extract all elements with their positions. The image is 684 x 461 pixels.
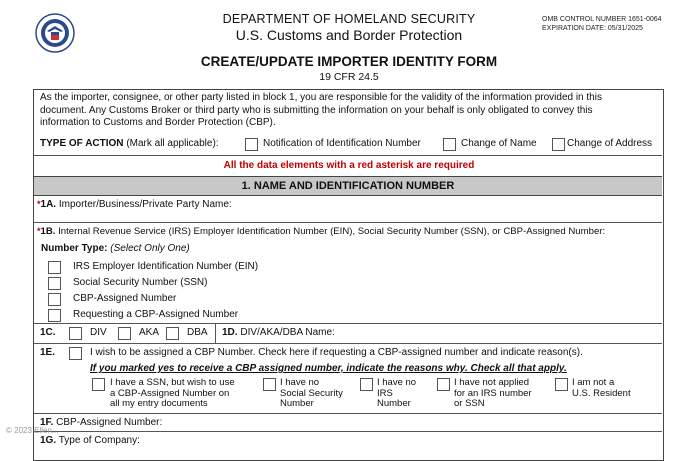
field-1d[interactable] xyxy=(222,327,335,338)
divider xyxy=(34,222,662,223)
divider xyxy=(34,343,662,344)
field-1g[interactable] xyxy=(40,435,140,446)
cbp-number-label: CBP-Assigned Number xyxy=(73,293,177,304)
reason-not-applied-line-1: I have not applied xyxy=(454,377,530,388)
required-asterisk: * xyxy=(37,199,41,209)
change-address-label: Change of Address xyxy=(567,138,653,149)
change-name-label: Change of Name xyxy=(461,138,537,149)
reason-no-ssn-line-2: Social Security xyxy=(280,387,343,399)
dba-checkbox[interactable] xyxy=(166,327,179,340)
type-of-action-label xyxy=(40,138,219,149)
request-cbp-label: Requesting a CBP-Assigned Number xyxy=(73,309,239,320)
aka-label: AKA xyxy=(139,327,160,338)
field-1a[interactable] xyxy=(37,199,232,210)
field-1b-number: 1B. xyxy=(40,226,56,237)
reason-not-resident-line-2: U.S. Resident xyxy=(572,387,631,399)
expiration-date: EXPIRATION DATE: 05/31/2025 xyxy=(542,25,643,32)
department-name: DEPARTMENT OF HOMELAND SECURITY xyxy=(222,12,476,26)
field-1a-number: 1A. xyxy=(40,199,57,210)
field-1g-number: 1G. xyxy=(40,435,57,446)
agency-name: U.S. Customs and Border Protection xyxy=(235,27,463,43)
field-1d-label: DIV/AKA/DBA Name: xyxy=(240,327,335,338)
div-label: DIV xyxy=(90,327,107,338)
reason-no-irs-checkbox[interactable] xyxy=(360,378,373,391)
ein-label: IRS Employer Identification Number (EIN) xyxy=(73,261,259,272)
divider xyxy=(34,431,662,432)
reason-no-ssn-line-1: I have no xyxy=(280,377,320,388)
field-1e-label: I wish to be assigned a CBP Number. Check here if requesting a CBP-assigned number and indicate reason(s). xyxy=(90,347,583,358)
reason-not-applied-checkbox[interactable] xyxy=(437,378,450,391)
field-1a-label: Importer/Business/Private Party Name: xyxy=(58,199,232,210)
field-1d-number: 1D. xyxy=(222,327,238,338)
change-address-checkbox[interactable] xyxy=(552,138,565,151)
cbp-number-checkbox[interactable] xyxy=(48,293,61,306)
reasons-instruction: If you marked yes to receive a CBP assigned number, indicate the reasons why. Check all that apply. xyxy=(90,363,567,374)
field-1c-number: 1C. xyxy=(40,327,56,338)
reason-no-irs-label xyxy=(377,378,416,410)
change-name-checkbox[interactable] xyxy=(443,138,456,151)
form-title: CREATE/UPDATE IMPORTER IDENTITY FORM xyxy=(200,54,498,69)
reason-no-irs-line-1: I have no xyxy=(377,377,417,388)
request-cbp-checkbox[interactable] xyxy=(48,309,61,322)
reason-not-resident-line-1: I am not a xyxy=(572,377,615,388)
intro-text: As the importer, consignee, or other party listed in block 1, you are responsible for the validity of the information provided in this document. Any Customs Broker or third party who is submitting the information on your behalf is only obligated to convey this information to Customs and Border Protection (CBP). xyxy=(40,92,602,128)
field-1e-number: 1E. xyxy=(40,347,56,358)
request-cbp-number-checkbox[interactable] xyxy=(69,347,82,360)
reason-not-applied-line-2: for an IRS number xyxy=(454,387,532,399)
reason-no-irs-line-3: Number xyxy=(377,398,411,409)
reason-no-ssn-checkbox[interactable] xyxy=(263,378,276,391)
type-of-action-hint: (Mark all applicable): xyxy=(126,138,219,149)
reason-ssn-line-1: I have a SSN, but wish to use xyxy=(110,377,235,388)
required-asterisk: * xyxy=(37,226,41,236)
ssn-checkbox[interactable] xyxy=(48,277,61,290)
reason-ssn-line-2: a CBP-Assigned Number on xyxy=(110,387,230,399)
notification-checkbox[interactable] xyxy=(245,138,258,151)
number-type-label xyxy=(41,243,190,254)
div-checkbox[interactable] xyxy=(69,327,82,340)
reason-no-ssn-line-3: Number xyxy=(280,398,314,409)
reason-not-applied-line-3: or SSN xyxy=(454,398,485,409)
divider xyxy=(34,323,662,324)
type-of-action-title: TYPE OF ACTION xyxy=(40,138,124,149)
reason-ssn-line-3: all my entry documents xyxy=(110,398,208,409)
field-1g-label: Type of Company: xyxy=(58,435,140,446)
ein-checkbox[interactable] xyxy=(48,261,61,274)
reason-ssn-label xyxy=(110,378,235,410)
divider xyxy=(34,413,662,414)
reason-ssn-checkbox[interactable] xyxy=(92,378,105,391)
omb-info xyxy=(542,15,662,33)
reason-no-ssn-label xyxy=(280,378,343,410)
aka-checkbox[interactable] xyxy=(118,327,131,340)
reason-not-resident-label xyxy=(572,378,631,399)
dba-label: DBA xyxy=(187,327,208,338)
number-type-hint: (Select Only One) xyxy=(110,243,190,254)
ssn-label: Social Security Number (SSN) xyxy=(73,277,208,288)
required-note: All the data elements with a red asterisk are required xyxy=(223,160,475,171)
field-1f-label: CBP-Assigned Number: xyxy=(56,417,163,428)
notification-label: Notification of Identification Number xyxy=(263,138,421,149)
field-1b-label: Internal Revenue Service (IRS) Employer Identification Number (EIN), Social Security Number (SSN), or CBP-Assigned Number: xyxy=(58,226,606,237)
field-1b xyxy=(37,226,605,237)
omb-control-number: OMB CONTROL NUMBER 1651-0064 xyxy=(542,16,662,23)
reason-not-applied-label xyxy=(454,378,532,410)
number-type-title: Number Type: xyxy=(41,243,108,254)
watermark: © 2023 Ellen... xyxy=(6,426,59,435)
reason-not-resident-checkbox[interactable] xyxy=(555,378,568,391)
section-1-header: 1. NAME AND IDENTIFICATION NUMBER xyxy=(34,176,662,196)
divider xyxy=(215,323,216,343)
divider xyxy=(34,155,662,156)
form-cfr: 19 CFR 24.5 xyxy=(319,71,379,83)
reason-no-irs-line-2: IRS xyxy=(377,387,393,399)
field-1f-number: 1F. xyxy=(40,417,54,428)
